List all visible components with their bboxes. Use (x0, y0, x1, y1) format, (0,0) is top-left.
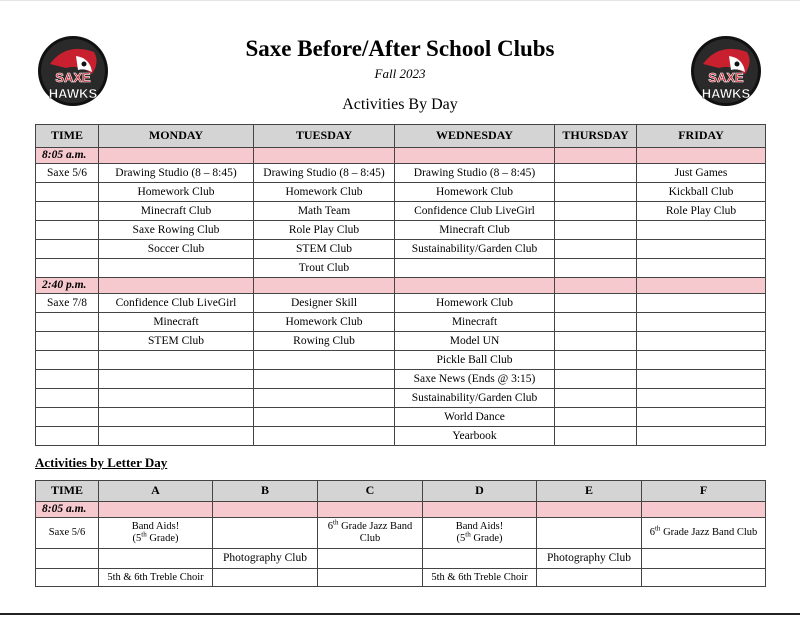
svg-text:SAXE: SAXE (55, 70, 91, 85)
table-cell: Photography Club (213, 549, 318, 569)
table-cell: Sustainability/Garden Club (395, 389, 555, 408)
table-cell (555, 389, 637, 408)
table-cell (637, 221, 766, 240)
table-cell: Homework Club (254, 183, 395, 202)
table-cell (555, 351, 637, 370)
table-row (36, 164, 766, 183)
table-cell: Drawing Studio (8 – 8:45) (254, 164, 395, 183)
table-row (36, 294, 766, 313)
time-label: 2:40 p.m. (36, 278, 99, 294)
time-label: 8:05 a.m. (36, 502, 99, 518)
table-cell: Trout Club (254, 259, 395, 278)
activity-name: Band Aids! (455, 520, 504, 532)
row-label (36, 202, 99, 221)
table-cell (637, 313, 766, 332)
table-cell: Model UN (395, 332, 555, 351)
table-cell: Homework Club (99, 183, 254, 202)
row-label: Saxe 5/6 (36, 518, 99, 549)
table-cell: Band Aids! (5th Grade) (423, 518, 537, 549)
table-cell: World Dance (395, 408, 555, 427)
row-label (36, 351, 99, 370)
page-title: Saxe Before/After School Clubs (245, 36, 555, 61)
row-label (36, 259, 99, 278)
table-cell: STEM Club (99, 332, 254, 351)
table-row (36, 389, 766, 408)
table-cell (637, 389, 766, 408)
activities-by-letter-day-table (35, 480, 766, 587)
table-row (36, 313, 766, 332)
table-row (36, 370, 766, 389)
activity-name: Band Aids! (131, 520, 180, 532)
table-cell: Role Play Club (254, 221, 395, 240)
time-row (36, 502, 766, 518)
row-label (36, 240, 99, 259)
column-header: TIME (36, 125, 99, 148)
column-header: A (99, 481, 213, 502)
activity-name: Grade Jazz Band Club (338, 520, 413, 544)
table-cell: Homework Club (395, 294, 555, 313)
column-header: D (423, 481, 537, 502)
column-header: B (213, 481, 318, 502)
table-cell (555, 202, 637, 221)
table-row (36, 259, 766, 278)
column-header: THURSDAY (555, 125, 637, 148)
page-subtitle: Fall 2023 (374, 66, 426, 81)
table-cell: 6th Grade Jazz Band Club (642, 518, 766, 549)
row-label (36, 427, 99, 446)
column-header: MONDAY (99, 125, 254, 148)
table-cell (555, 294, 637, 313)
time-row (36, 148, 766, 164)
table-cell (555, 221, 637, 240)
column-header: TUESDAY (254, 125, 395, 148)
table-cell (254, 370, 395, 389)
table-cell (99, 370, 254, 389)
table-row (36, 221, 766, 240)
table-cell: Math Team (254, 202, 395, 221)
table-cell: Minecraft Club (99, 202, 254, 221)
table-cell (637, 351, 766, 370)
table-cell: Homework Club (395, 183, 555, 202)
row-label: Saxe 5/6 (36, 164, 99, 183)
table-cell (537, 518, 642, 549)
column-header: TIME (36, 481, 99, 502)
table-cell (254, 351, 395, 370)
table-cell (555, 332, 637, 351)
table-row (36, 518, 766, 549)
letter-table-header-row (36, 481, 766, 502)
table-cell: Saxe News (Ends @ 3:15) (395, 370, 555, 389)
row-label (36, 183, 99, 202)
table-cell: 6th Grade Jazz Band Club (318, 518, 423, 549)
table-cell (395, 259, 555, 278)
table-row (36, 351, 766, 370)
table-cell: Pickle Ball Club (395, 351, 555, 370)
table-cell: Drawing Studio (8 – 8:45) (395, 164, 555, 183)
table-cell: Sustainability/Garden Club (395, 240, 555, 259)
table-row (36, 408, 766, 427)
table-cell: Minecraft (395, 313, 555, 332)
table-cell (555, 408, 637, 427)
table-cell (254, 389, 395, 408)
table-cell (99, 389, 254, 408)
table-cell (99, 408, 254, 427)
table-cell (99, 259, 254, 278)
activities-by-day-table (35, 124, 766, 446)
row-label (36, 408, 99, 427)
row-label (36, 370, 99, 389)
column-header: FRIDAY (637, 125, 766, 148)
table-cell: 5th & 6th Treble Choir (423, 569, 537, 587)
bottom-divider (0, 613, 800, 615)
table-cell (555, 259, 637, 278)
table-cell (555, 427, 637, 446)
table-cell: Minecraft (99, 313, 254, 332)
table-row (36, 240, 766, 259)
table-cell: Rowing Club (254, 332, 395, 351)
table-cell (99, 427, 254, 446)
table-cell (555, 370, 637, 389)
top-divider (0, 0, 800, 1)
activities-by-letter-day-heading: Activities by Letter Day (35, 455, 168, 470)
table-cell: Confidence Club LiveGirl (395, 202, 555, 221)
row-label (36, 332, 99, 351)
time-row (36, 278, 766, 294)
column-header: E (537, 481, 642, 502)
table-cell: Saxe Rowing Club (99, 221, 254, 240)
svg-text:SAXE: SAXE (708, 70, 744, 85)
row-label (36, 221, 99, 240)
table-row (36, 332, 766, 351)
activity-name: Grade Jazz Band Club (660, 526, 758, 538)
column-header: WEDNESDAY (395, 125, 555, 148)
table-cell (637, 240, 766, 259)
table-cell (637, 408, 766, 427)
table-cell: STEM Club (254, 240, 395, 259)
table-cell (637, 259, 766, 278)
table-cell (254, 408, 395, 427)
table-row (36, 183, 766, 202)
table-cell: Homework Club (254, 313, 395, 332)
table-row (36, 569, 766, 587)
table-cell (555, 240, 637, 259)
table-cell: Band Aids! (5th Grade) (99, 518, 213, 549)
table-cell: Soccer Club (99, 240, 254, 259)
row-label (36, 313, 99, 332)
time-label: 8:05 a.m. (36, 148, 99, 164)
svg-text:HAWKS: HAWKS (701, 86, 751, 101)
table-cell (254, 427, 395, 446)
table-cell (555, 313, 637, 332)
table-row (36, 202, 766, 221)
table-cell: Designer Skill (254, 294, 395, 313)
row-label (36, 389, 99, 408)
table-cell (637, 427, 766, 446)
column-header: C (318, 481, 423, 502)
table-cell: Minecraft Club (395, 221, 555, 240)
table-cell: Photography Club (537, 549, 642, 569)
table-cell: Kickball Club (637, 183, 766, 202)
table-cell (99, 351, 254, 370)
table-cell (637, 332, 766, 351)
table-cell (213, 518, 318, 549)
table-cell: Role Play Club (637, 202, 766, 221)
table-cell: Drawing Studio (8 – 8:45) (99, 164, 254, 183)
table-cell: Confidence Club LiveGirl (99, 294, 254, 313)
table-cell: 5th & 6th Treble Choir (99, 569, 213, 587)
activities-by-day-title: Activities By Day (342, 96, 458, 113)
table-row (36, 427, 766, 446)
row-label: Saxe 7/8 (36, 294, 99, 313)
table-cell (555, 183, 637, 202)
table-row (36, 549, 766, 569)
column-header: F (642, 481, 766, 502)
table-cell (637, 294, 766, 313)
table-cell: Just Games (637, 164, 766, 183)
svg-text:HAWKS: HAWKS (48, 86, 98, 101)
table-cell (637, 370, 766, 389)
table-cell: Yearbook (395, 427, 555, 446)
day-table-header-row (36, 125, 766, 148)
table-cell (555, 164, 637, 183)
